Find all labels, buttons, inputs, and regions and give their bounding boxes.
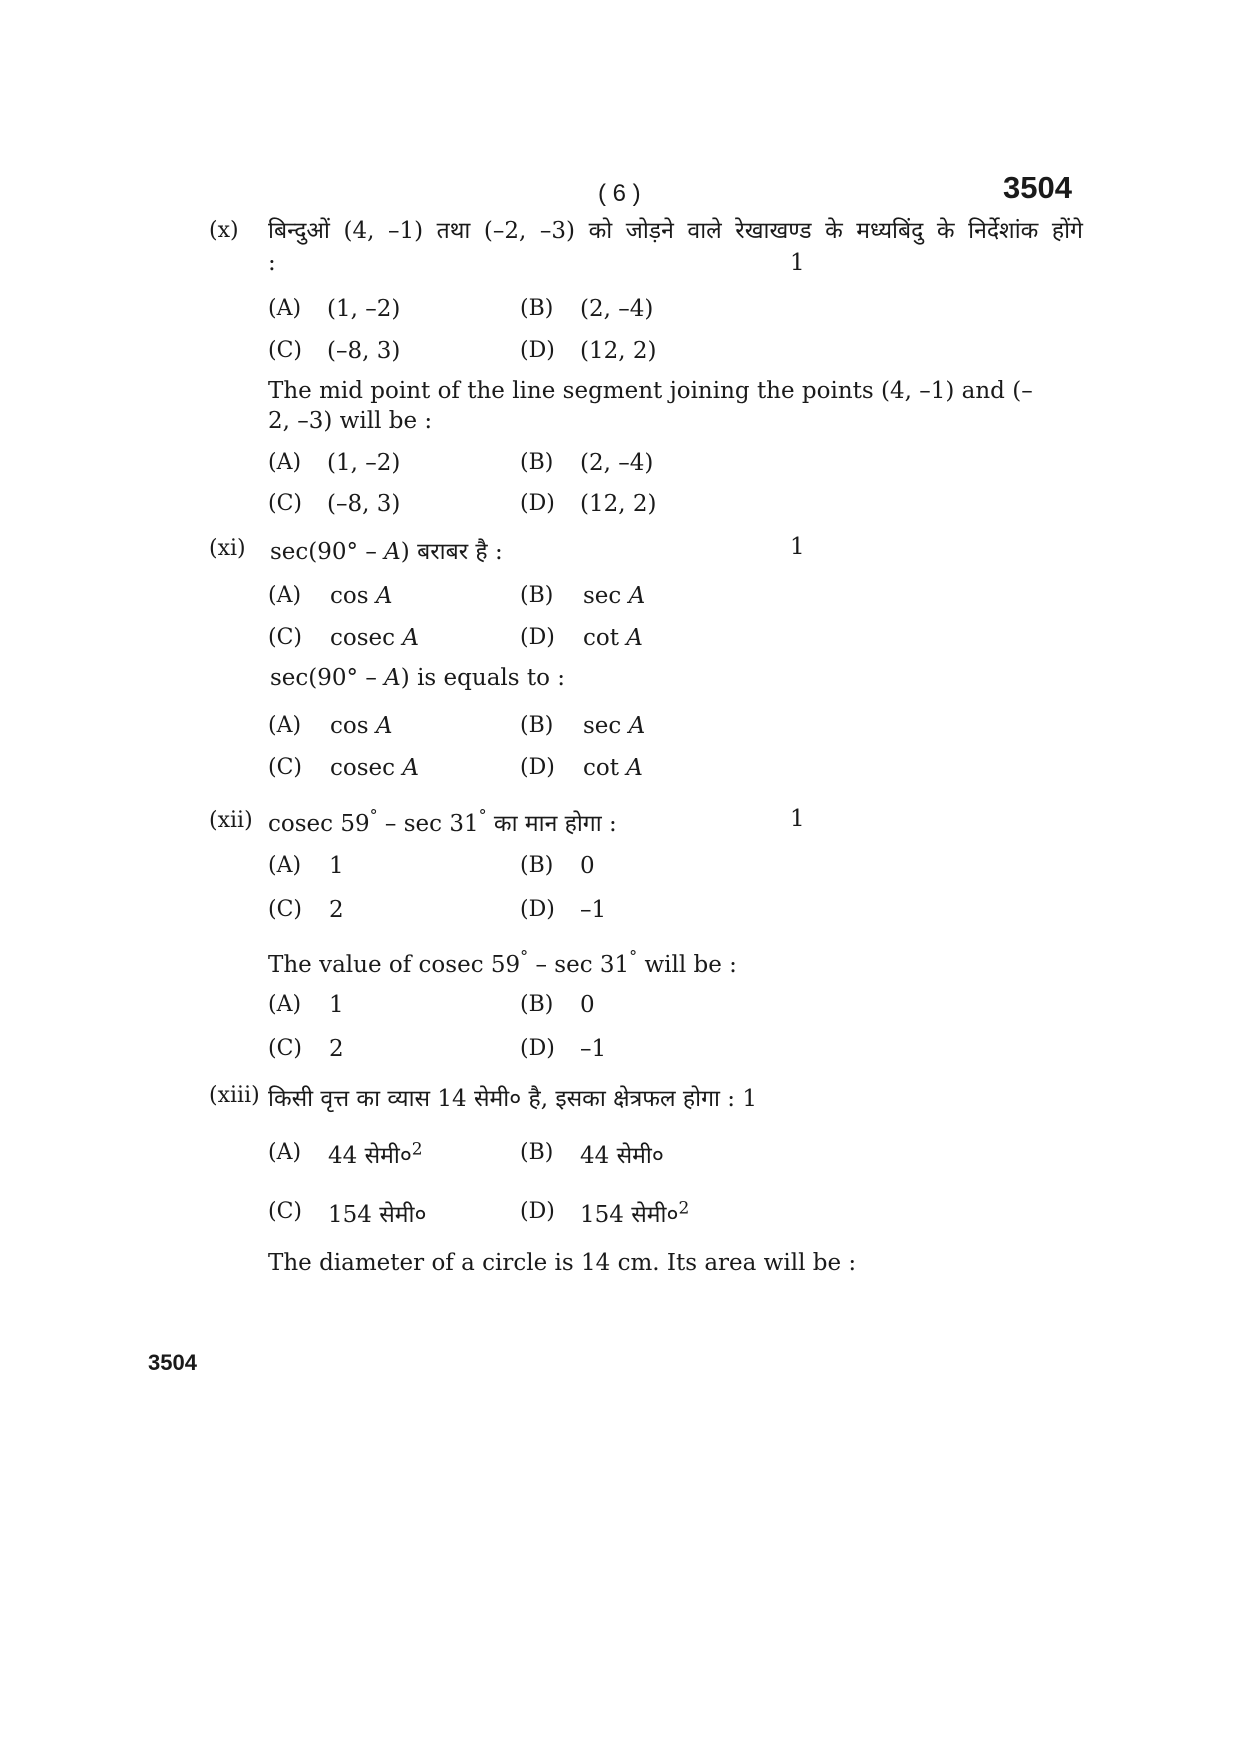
option-letter: (A) (268, 583, 302, 608)
option-value: cos A (330, 583, 393, 609)
question-text-english-cont: 2, –3) will be : (268, 408, 433, 434)
option-value: –1 (580, 1036, 607, 1062)
option-value: cos A (330, 713, 393, 739)
question-text-english: The mid point of the line segment joining the points (4, –1) and (– (268, 378, 1033, 404)
question-text-hindi: sec(90° – A) बराबर है : (270, 539, 503, 565)
option-value: 154 $सेमी०^2$ (580, 1198, 690, 1228)
option-value: cot A (583, 625, 643, 651)
option-value: (2, –4) (580, 296, 654, 322)
paper-code-header: 3504 (1003, 170, 1072, 205)
option-letter: (C) (268, 897, 302, 922)
option-value: (12, 2) (580, 338, 657, 364)
option-value: 154 सेमी० (328, 1202, 427, 1228)
option-letter: (D) (520, 755, 555, 780)
question-number: (xi) (209, 536, 246, 561)
option-letter: (B) (520, 853, 554, 878)
option-letter: (B) (520, 713, 554, 738)
option-value: 1 (329, 853, 344, 879)
option-letter: (B) (520, 583, 554, 608)
option-letter: (A) (268, 1140, 302, 1165)
question-marks: 1 (790, 534, 805, 560)
question-marks: 1 (790, 806, 805, 832)
question-text-hindi: cosec 59° – sec 31° का मान होगा : (268, 806, 617, 837)
question-text-english: sec(90° – A) is equals to : (270, 665, 566, 691)
option-value: cot A (583, 755, 643, 781)
option-value: 44 $सेमी०^2$ (328, 1139, 423, 1169)
question-text-hindi: किसी वृत्त का व्यास 14 सेमी० है, इसका क्षेत्रफल होगा : 1 (268, 1086, 758, 1112)
option-letter: (A) (268, 450, 302, 475)
question-marks: 1 (790, 250, 805, 276)
option-letter: (B) (520, 1140, 554, 1165)
option-letter: (A) (268, 992, 302, 1017)
option-letter: (C) (268, 625, 302, 650)
option-letter: (C) (268, 1199, 302, 1224)
question-number: (xiii) (209, 1083, 260, 1108)
option-letter: (D) (520, 1199, 555, 1224)
option-value: cosec A (330, 625, 419, 651)
option-letter: (C) (268, 755, 302, 780)
option-value: (1, –2) (327, 450, 401, 476)
option-value: 0 (580, 992, 595, 1018)
option-value: 2 (329, 897, 344, 923)
option-value: (1, –2) (327, 296, 401, 322)
question-number: (xii) (209, 808, 253, 833)
option-value: 1 (329, 992, 344, 1018)
option-value: (–8, 3) (327, 338, 401, 364)
option-letter: (D) (520, 491, 555, 516)
question-text-hindi-cont: : (268, 250, 276, 276)
option-value: 0 (580, 853, 595, 879)
option-letter: (C) (268, 491, 302, 516)
option-letter: (A) (268, 853, 302, 878)
page-number: ( 6 ) (598, 180, 641, 207)
option-letter: (A) (268, 713, 302, 738)
option-value: 2 (329, 1036, 344, 1062)
option-letter: (C) (268, 338, 302, 363)
option-letter: (C) (268, 1036, 302, 1061)
question-text-english: The value of cosec 59° – sec 31° will be : (268, 947, 737, 978)
option-value: –1 (580, 897, 607, 923)
option-letter: (D) (520, 338, 555, 363)
option-value: sec A (583, 583, 646, 609)
option-letter: (B) (520, 450, 554, 475)
option-letter: (B) (520, 992, 554, 1017)
option-value: 44 सेमी० (580, 1143, 664, 1169)
option-value: (–8, 3) (327, 491, 401, 517)
question-text-english: The diameter of a circle is 14 cm. Its area will be : (268, 1250, 857, 1276)
option-letter: (A) (268, 296, 302, 321)
option-letter: (D) (520, 625, 555, 650)
question-text-hindi: बिन्दुओं (4, –1) तथा (–2, –3) को जोड़ने वाले रेखाखण्ड के मध्यबिंदु के निर्देशांक होंगे (268, 218, 1083, 244)
question-number: (x) (209, 218, 239, 243)
option-value: sec A (583, 713, 646, 739)
option-letter: (B) (520, 296, 554, 321)
option-value: (2, –4) (580, 450, 654, 476)
option-letter: (D) (520, 897, 555, 922)
option-letter: (D) (520, 1036, 555, 1061)
option-value: cosec A (330, 755, 419, 781)
option-value: (12, 2) (580, 491, 657, 517)
paper-code-footer: 3504 (148, 1350, 197, 1375)
